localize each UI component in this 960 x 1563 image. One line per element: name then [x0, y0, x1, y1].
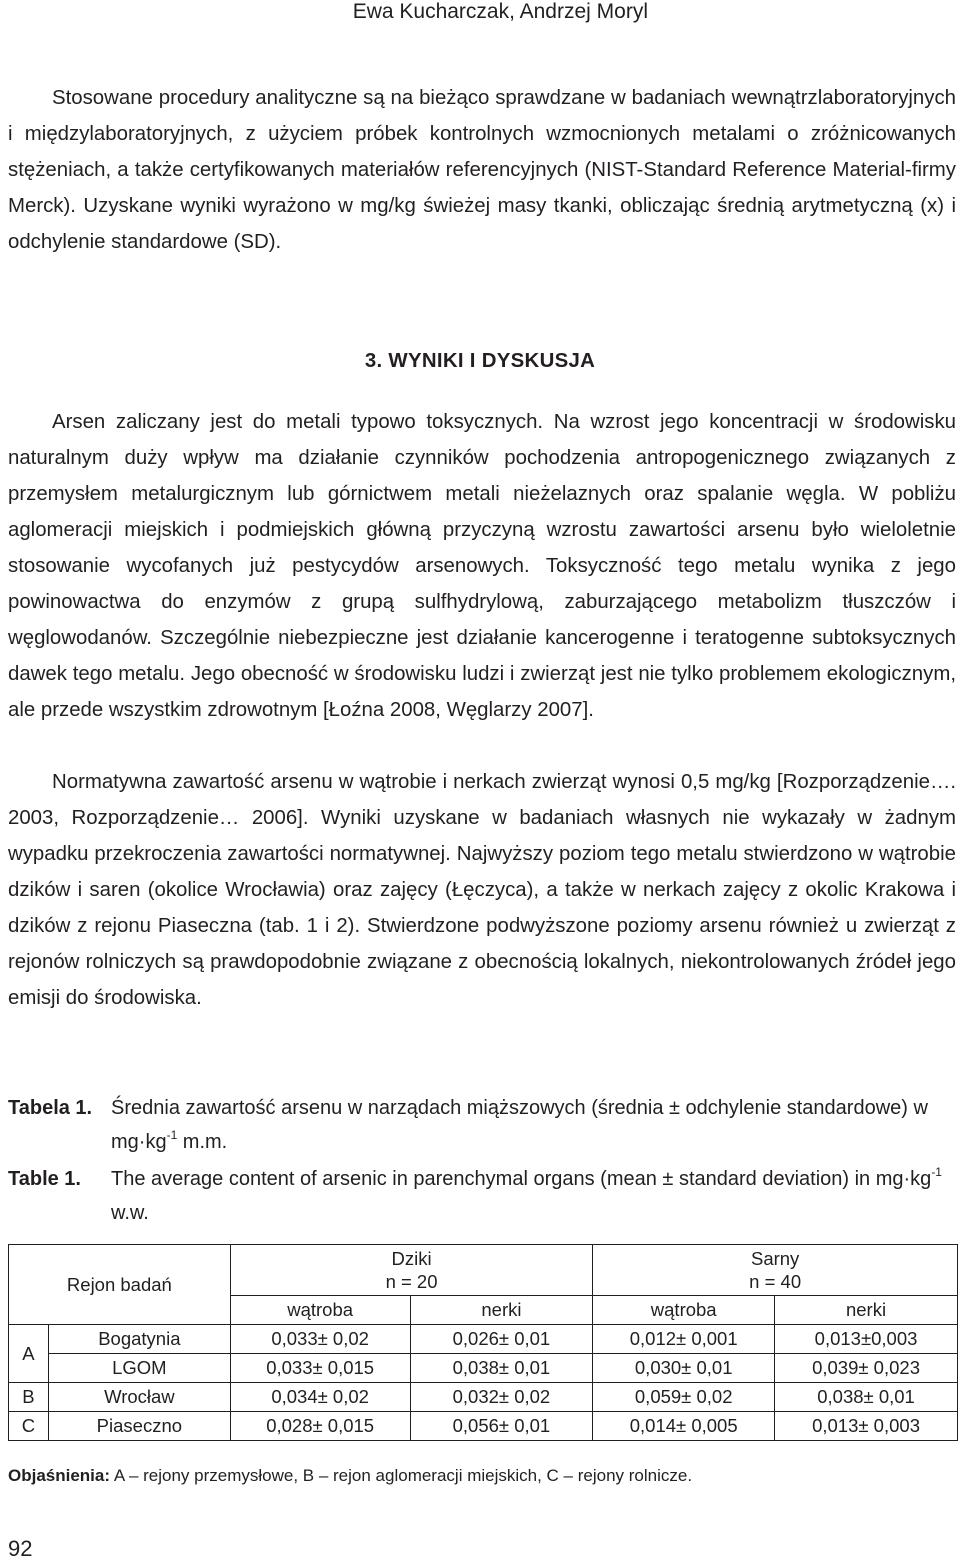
value-cell: 0,034± 0,02 — [230, 1383, 410, 1412]
caption-text-unit: w.w. — [111, 1202, 149, 1224]
value-cell: 0,059± 0,02 — [593, 1383, 775, 1412]
value-cell: 0,033± 0,02 — [230, 1325, 410, 1354]
paragraph-methods — [8, 80, 956, 260]
table-row — [9, 1383, 958, 1412]
region-cell: LGOM — [48, 1354, 230, 1383]
table-header-row — [9, 1245, 958, 1296]
caption-text-main: The average content of arsenic in parenchymal organs (mean ± standard deviation) in mg·kg — [111, 1168, 932, 1190]
legend-label: Objaśnienia: — [8, 1466, 111, 1485]
paragraph-methods-text: Stosowane procedury analityczne są na bieżąco sprawdzane w badaniach wewnątrzlaboratoryjnych i międzylaboratoryjnych, z użyciem próbek kontrolnych wzmocnionych metalami o zróżnicowanych stężeniach, a także certyfikowanych materiałów referencyjnych (NIST-Standard Reference Material-firmy Merck). Uzyskane wyniki wyrażono w mg/kg świeżej masy tkanki, obliczając średnią arytmetyczną (x) i odchylenie standardowe (SD). — [8, 87, 956, 253]
value-cell: 0,026± 0,01 — [410, 1325, 593, 1354]
group-name: Sarny — [750, 1248, 800, 1269]
paragraph-arsenic-toxicity-text: Arsen zaliczany jest do metali typowo toksycznych. Na wzrost jego koncentracji w środowisku naturalnym duży wpływ ma działanie czynników pochodzenia antropogenicznego związanych z przemysłem metalurgicznym lub górnictwem metali nieżelaznych oraz spalanie węgla. W pobliżu aglomeracji miejskich i podmiejskich główną przyczyną wzrostu zawartości arsenu było wieloletnie stosowanie wycofanych już pestycydów arsenowych. Toksyczność tego metalu wynika z jego powinowactwa do enzymów z grupą sulfhydrylową, zaburzającego metabolizm tłuszczów i węglowodanów. Szczególnie niebezpieczne jest działanie kancerogenne i teratogenne subtoksycznych dawek tego metalu. Jego obecność w środowisku ludzi i zwierząt jest nie tylko problemem ekologicznym, ale przede wszystkim zdrowotnym [Łoźna 2008, Węglarzy 2007]. — [8, 411, 956, 721]
group-cell: C — [9, 1412, 49, 1441]
caption-superscript: -1 — [931, 1165, 942, 1179]
header-region — [9, 1245, 231, 1325]
subheader-cell: wątroba — [230, 1296, 410, 1325]
section-heading: 3. WYNIKI I DYSKUSJA — [364, 350, 596, 372]
legend-text: A – rejony przemysłowe, B – rejon aglomeracji miejskich, C – rejony rolnicze. — [110, 1466, 693, 1485]
header-group-boars — [230, 1245, 593, 1296]
region-cell: Wrocław — [48, 1383, 230, 1412]
subheader-cell: nerki — [410, 1296, 593, 1325]
group-count: n = 40 — [749, 1271, 802, 1292]
caption-label: Table 1. — [8, 1168, 81, 1190]
value-cell: 0,038± 0,01 — [410, 1354, 593, 1383]
value-cell: 0,038± 0,01 — [775, 1383, 958, 1412]
arsenic-content-table — [8, 1244, 958, 1441]
table-row — [9, 1412, 958, 1441]
paragraph-arsenic-norms — [8, 764, 956, 1016]
caption-label: Tabela 1. — [8, 1097, 93, 1119]
caption-text-unit: m.m. — [177, 1131, 228, 1153]
value-cell: 0,030± 0,01 — [593, 1354, 775, 1383]
page-number: 92 — [8, 1536, 33, 1561]
group-count: n = 20 — [385, 1271, 438, 1292]
table-row — [9, 1354, 958, 1383]
caption-text — [111, 1091, 958, 1159]
value-cell: 0,056± 0,01 — [410, 1412, 593, 1441]
paragraph-arsenic-toxicity — [8, 404, 956, 728]
value-cell: 0,014± 0,005 — [593, 1412, 775, 1441]
region-cell: Bogatynia — [48, 1325, 230, 1354]
value-cell: 0,039± 0,023 — [775, 1354, 958, 1383]
caption-superscript: -1 — [166, 1128, 178, 1142]
value-cell: 0,012± 0,001 — [593, 1325, 775, 1354]
group-cell: B — [9, 1383, 49, 1412]
value-cell: 0,013± 0,003 — [775, 1412, 958, 1441]
group-cell: A — [9, 1325, 49, 1383]
header-group-roe-deer — [593, 1245, 958, 1296]
subheader-cell: nerki — [775, 1296, 958, 1325]
running-header: Ewa Kucharczak, Andrzej Moryl — [352, 0, 648, 23]
group-name: Dziki — [391, 1248, 432, 1269]
table-legend — [8, 1465, 692, 1487]
value-cell: 0,032± 0,02 — [410, 1383, 593, 1412]
paragraph-arsenic-norms-text: Normatywna zawartość arsenu w wątrobie i nerkach zwierząt wynosi 0,5 mg/kg [Rozporządzenie…. 2003, Rozporządzenie… 2006]. Wyniki uzyskane w badaniach własnych nie wykazały w żadnym wypadku przekroczenia zawartości normatywnej. Najwyższy poziom tego metalu stwierdzono w wątrobie dzików i saren (okolice Wrocławia) oraz zajęcy (Łęczyca), a także w nerkach zajęcy z okolic Krakowa i dzików z rejonu Piaseczna (tab. 1 i 2). Stwierdzone podwyższone poziomy arsenu również u zwierząt z rejonów rolniczych są prawdopodobnie związane z obecnością lokalnych, niekontrolowanych źródeł jego emisji do środowiska. — [8, 771, 956, 1009]
region-cell: Piaseczno — [48, 1412, 230, 1441]
header-region-label: Rejon badań — [66, 1273, 172, 1295]
caption-text-main: Średnia zawartość arsenu w narządach miąższowych (średnia ± odchylenie standardowe) w mg·kg — [111, 1097, 928, 1153]
value-cell: 0,028± 0,015 — [230, 1412, 410, 1441]
value-cell: 0,013±0,003 — [775, 1325, 958, 1354]
value-cell: 0,033± 0,015 — [230, 1354, 410, 1383]
subheader-cell: wątroba — [593, 1296, 775, 1325]
table-row — [9, 1325, 958, 1354]
caption-text — [111, 1162, 958, 1230]
